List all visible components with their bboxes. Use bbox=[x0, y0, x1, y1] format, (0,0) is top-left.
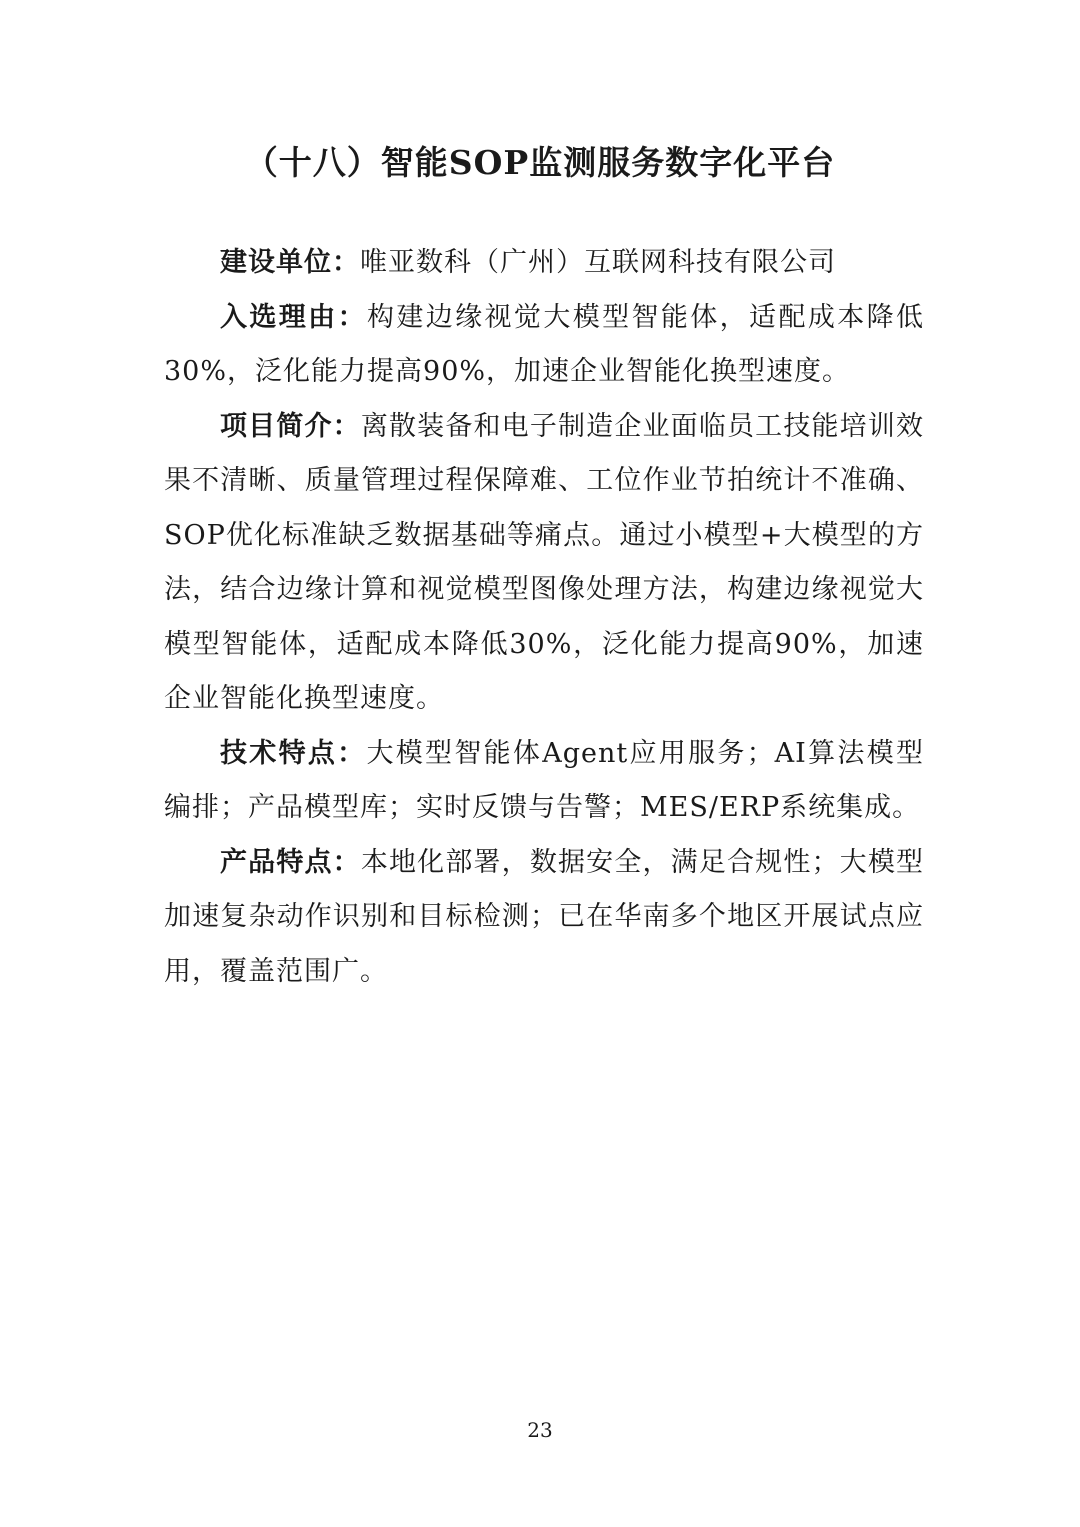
paragraph-product-features bbox=[164, 836, 924, 1000]
paragraph-tech-features bbox=[164, 727, 924, 836]
page-title: （十八）智能SOP监测服务数字化平台 bbox=[244, 143, 836, 182]
paragraph-label: 项目简介： bbox=[220, 410, 361, 442]
paragraph-text: 离散装备和电子制造企业面临员工技能培训效果不清晰、质量管理过程保障难、工位作业节拍统计不准确、SOP优化标准缺乏数据基础等痛点。通过小模型+大模型的方法，结合边缘计算和视觉模型图像处理方法，构建边缘视觉大模型智能体，适配成本降低30%，泛化能力提高90%，加速企业智能化换型速度。 bbox=[164, 410, 925, 714]
paragraph-selection-reason bbox=[164, 291, 924, 400]
paragraph-construction-unit bbox=[164, 236, 924, 291]
paragraph-label: 建设单位： bbox=[220, 247, 360, 278]
paragraph-text: 唯亚数科（广州）互联网科技有限公司 bbox=[360, 247, 836, 278]
paragraph-text: 大模型智能体Agent应用服务；AI算法模型编排；产品模型库；实时反馈与告警；MES/ERP系统集成。 bbox=[164, 737, 925, 823]
document-body bbox=[164, 236, 924, 999]
page-number: 23 bbox=[527, 1418, 553, 1442]
paragraph-text: 构建边缘视觉大模型智能体，适配成本降低30%，泛化能力提高90%，加速企业智能化换型速度。 bbox=[164, 301, 925, 387]
paragraph-label: 入选理由： bbox=[220, 301, 367, 333]
paragraph-label: 技术特点： bbox=[220, 737, 367, 769]
paragraph-label: 产品特点： bbox=[220, 846, 361, 878]
paragraph-project-intro bbox=[164, 400, 924, 727]
paragraph-text: 本地化部署，数据安全，满足合规性；大模型加速复杂动作识别和目标检测；已在华南多个地区开展试点应用，覆盖范围广。 bbox=[164, 846, 925, 987]
